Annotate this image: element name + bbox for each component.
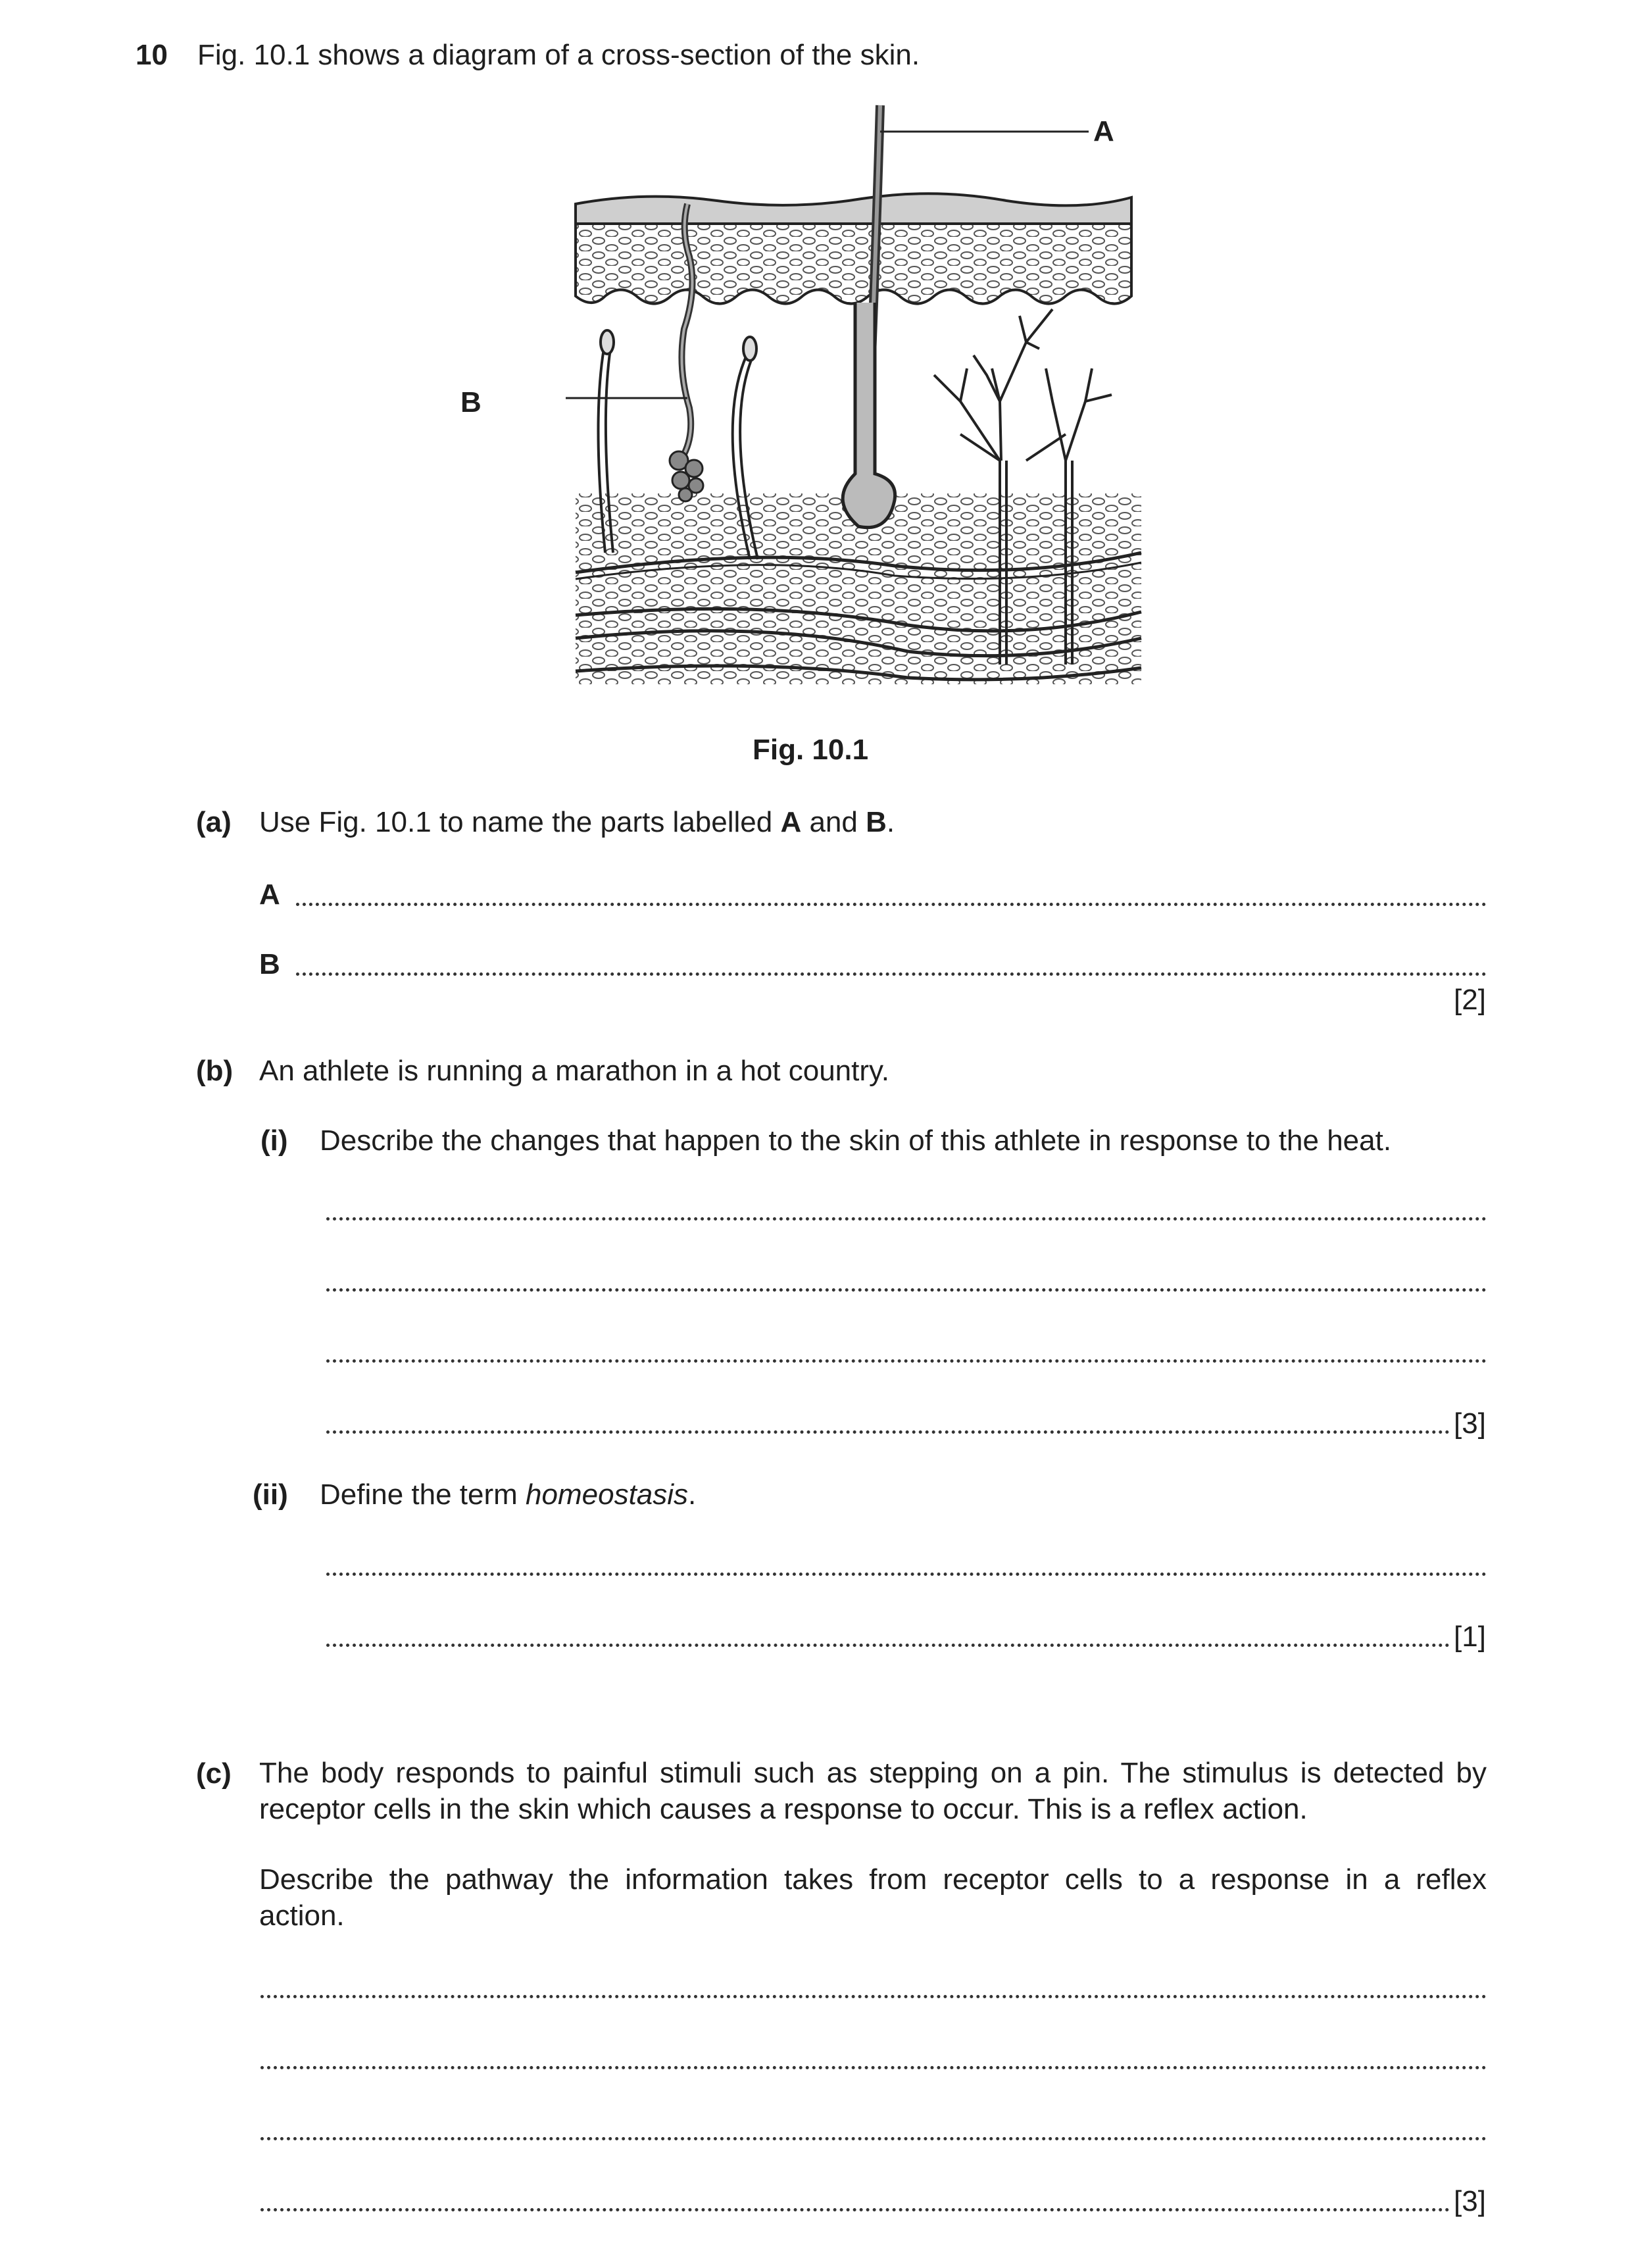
part-a-label: (a) [196, 806, 232, 838]
answer-line-b-i-1[interactable] [326, 1217, 1487, 1221]
answer-line-b-ii-1[interactable] [326, 1573, 1487, 1576]
figure-caption: Fig. 10.1 [753, 734, 869, 766]
part-b-stem: An athlete is running a marathon in a hot country. [259, 1055, 889, 1087]
part-b-ii-label: (ii) [253, 1478, 288, 1511]
answer-line-c-3[interactable] [260, 2137, 1487, 2140]
answer-line-b-ii-2[interactable] [326, 1644, 1450, 1647]
skin-surface [576, 193, 1131, 224]
answer-line-a[interactable] [296, 903, 1487, 906]
answer-line-b[interactable] [296, 972, 1487, 976]
part-b-ii-prompt: Define the term homeostasis. [320, 1478, 697, 1511]
answer-line-c-2[interactable] [260, 2066, 1487, 2069]
part-c-text-line2: receptor cells in the skin which causes a response to occur. This is a reflex action. [259, 1793, 1308, 1825]
answer-line-b-i-2[interactable] [326, 1288, 1487, 1292]
question-number: 10 [136, 39, 168, 71]
answer-line-b-i-3[interactable] [326, 1359, 1487, 1363]
epidermis-layer [576, 224, 1131, 304]
part-b-label: (b) [196, 1055, 234, 1087]
skin-cross-section-diagram [566, 92, 1158, 697]
part-a-prompt: Use Fig. 10.1 to name the parts labelled A and B. [259, 806, 895, 838]
part-c-label: (c) [196, 1757, 232, 1790]
answer-line-b-i-4[interactable] [326, 1430, 1450, 1434]
part-b-ii-marks: [1] [1454, 1621, 1486, 1653]
part-b-i-prompt: Describe the changes that happen to the skin of this athlete in response to the heat. [320, 1124, 1392, 1157]
part-c-marks: [3] [1454, 2185, 1486, 2217]
figure-label-a: A [1093, 115, 1114, 147]
hair-follicle [843, 303, 895, 528]
part-c-prompt-line1: Describe the pathway the information takes from receptor cells to a response in a reflex [259, 1863, 1487, 1896]
answer-line-c-4[interactable] [260, 2208, 1450, 2211]
answer-b-label: B [259, 948, 280, 980]
part-a-marks: [2] [1454, 984, 1486, 1016]
part-b-i-label: (i) [260, 1124, 288, 1157]
question-intro: Fig. 10.1 shows a diagram of a cross-section of the skin. [197, 39, 920, 71]
figure-label-b: B [460, 386, 482, 418]
part-c-prompt-line2: action. [259, 1900, 345, 1932]
answer-a-label: A [259, 878, 280, 911]
part-c-text-line1: The body responds to painful stimuli such as stepping on a pin. The stimulus is detected by [259, 1757, 1487, 1789]
answer-line-c-1[interactable] [260, 1995, 1487, 1998]
part-b-i-marks: [3] [1454, 1407, 1486, 1440]
